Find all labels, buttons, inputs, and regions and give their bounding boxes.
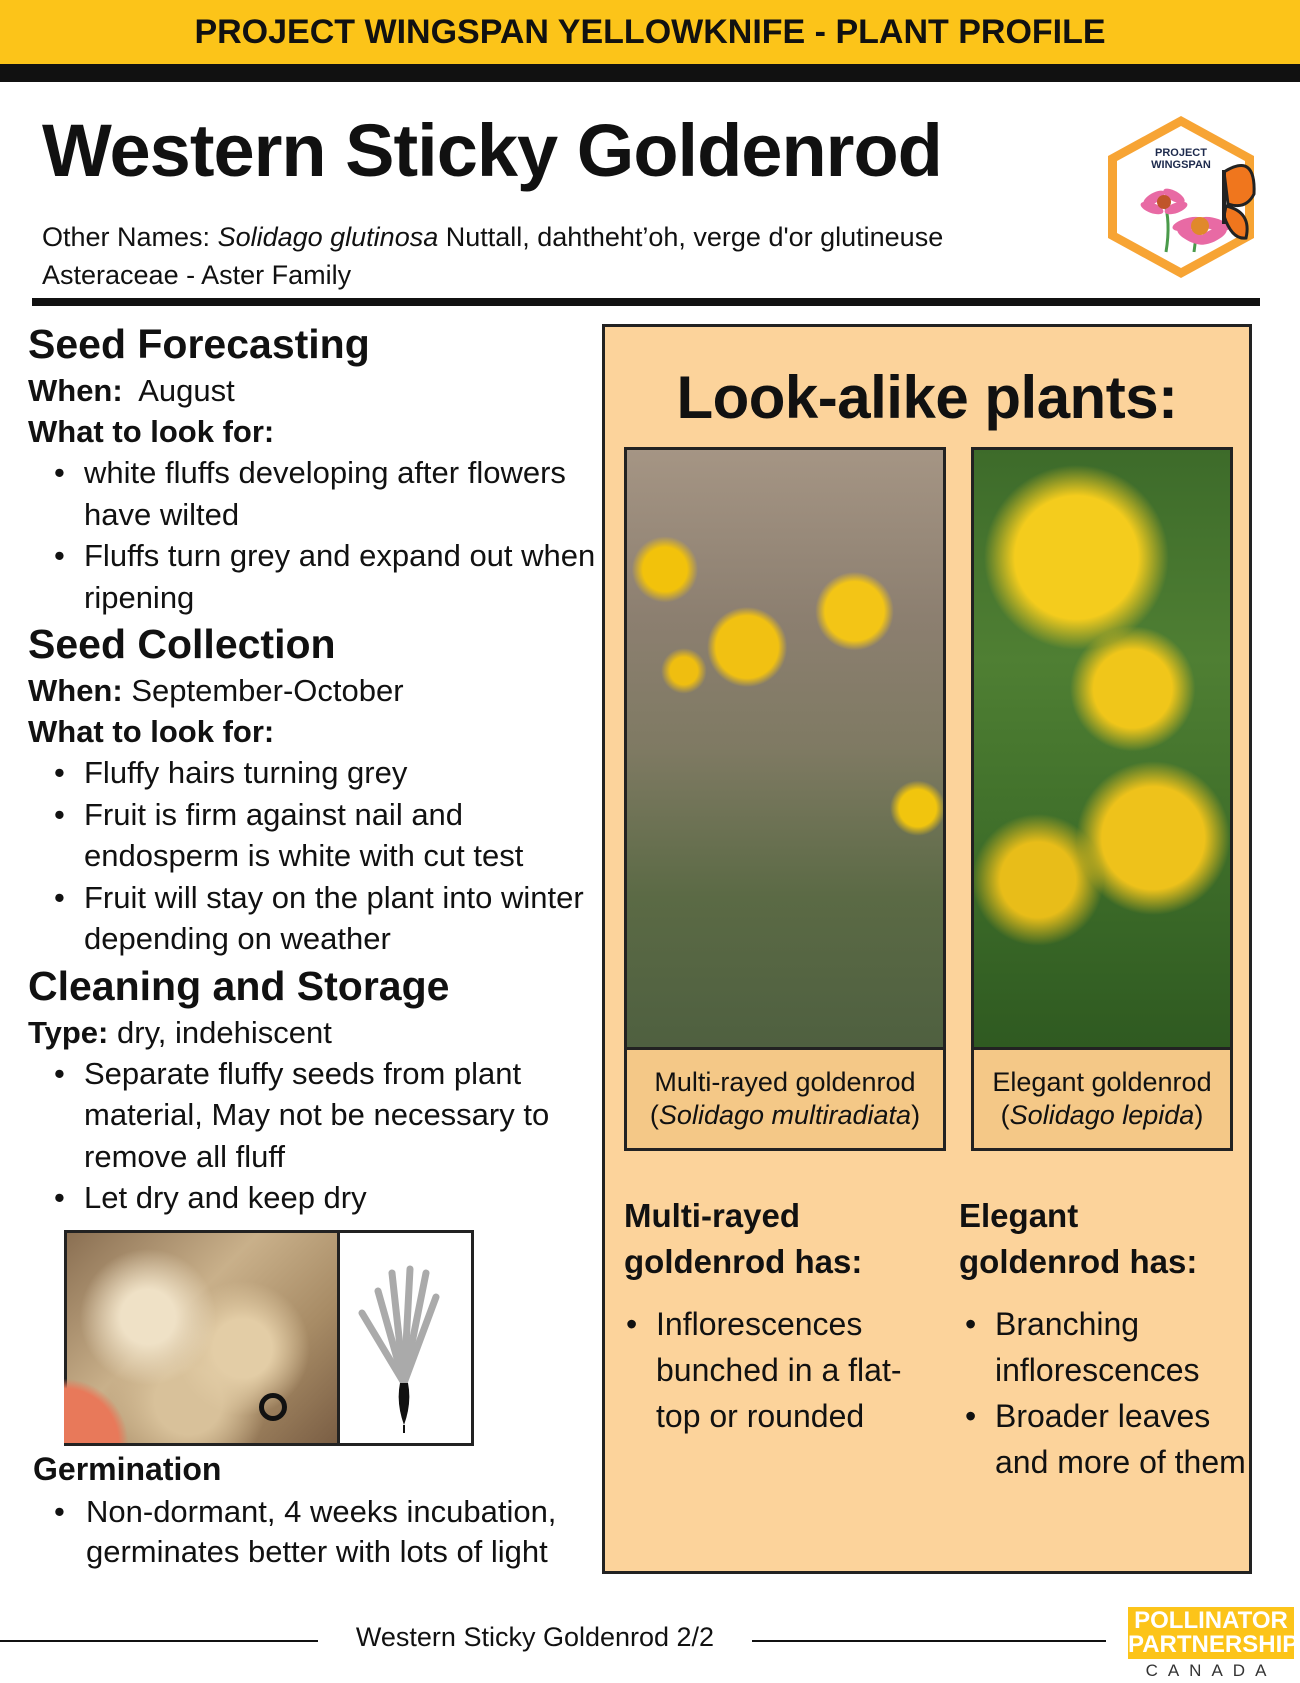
germination-list — [54, 1492, 574, 1572]
list-item: • Fruit is firm against nail and endosperm is white with cut test — [54, 794, 598, 877]
compare-elegant — [959, 1193, 1249, 1485]
caption-common-name: Elegant goldenrod — [992, 1067, 1212, 1097]
compare-heading-line2: goldenrod has: — [624, 1243, 863, 1280]
caption-scientific-name: (Solidago multiradiata) — [649, 1100, 921, 1130]
cleaning-list — [54, 1053, 598, 1219]
list-item: • Fluffy hairs turning grey — [54, 752, 598, 794]
other-names-list: Nuttall, dahtheht’oh, verge d'or glutineuse — [438, 222, 944, 252]
banner-title: PROJECT WINGSPAN YELLOWKNIFE - PLANT PROFILE — [194, 12, 1106, 51]
lookalike-caption — [974, 1050, 1230, 1148]
footer-page-label: Western Sticky Goldenrod 2/2 — [355, 1622, 715, 1652]
cleaning-heading: Cleaning and Storage — [28, 962, 450, 1009]
finger-highlight — [64, 1373, 134, 1443]
collection-when — [28, 670, 598, 711]
caption-scientific-text: Solidago multiradiata — [658, 1100, 912, 1130]
cleaning-type — [28, 1012, 598, 1053]
compare-heading-line1: Multi-rayed — [624, 1197, 801, 1234]
compare-multirayed — [624, 1193, 924, 1439]
seed-forecasting-heading: Seed Forecasting — [28, 321, 370, 367]
ppc-line1: POLLINATOR — [1134, 1607, 1288, 1634]
caption-common-name: Multi-rayed goldenrod — [654, 1067, 916, 1097]
forecast-when — [28, 370, 598, 411]
top-banner — [0, 0, 1300, 64]
list-item: • Separate fluffy seeds from plant material, May not be necessary to remove all fluff — [54, 1053, 598, 1178]
list-item: • Broader leaves and more of them — [963, 1393, 1249, 1485]
list-item: • white fluffs developing after flowers have wilted — [54, 452, 598, 535]
footer-rule-right — [752, 1640, 1106, 1642]
seed-head-photo — [67, 1233, 340, 1443]
compare-heading-line1: Elegant — [959, 1197, 1079, 1234]
collection-when-label: When: — [28, 673, 123, 708]
cleaning-type-label: Type: — [28, 1014, 109, 1050]
zoom-ring — [259, 1393, 287, 1421]
seed-drawing — [340, 1233, 471, 1443]
list-item: • Fruit will stay on the plant into winter depending on weather — [54, 877, 598, 960]
butterfly-flower-hexagon-icon — [1096, 112, 1266, 282]
germination-heading: Germination — [33, 1451, 222, 1487]
list-item: • Non-dormant, 4 weeks incubation, germinates better with lots of light — [54, 1492, 574, 1572]
elegant-goldenrod-photo — [974, 450, 1230, 1050]
caption-scientific-text: Solidago lepida — [1009, 1100, 1195, 1130]
plant-family: Asteraceae - Aster Family — [42, 260, 352, 290]
caption-scientific-name: (Solidago lepida) — [1000, 1100, 1204, 1130]
compare-list — [624, 1301, 924, 1439]
forecast-list — [54, 452, 598, 618]
lookalike-caption — [627, 1050, 943, 1148]
collection-when-value: September-October — [131, 673, 404, 708]
forecast-look-label — [28, 411, 598, 452]
collection-look-label — [28, 711, 598, 752]
forecast-when-value: August — [138, 373, 235, 408]
list-item: • Fluffs turn grey and expand out when ripening — [54, 535, 598, 618]
pollinator-partnership-logo — [1128, 1607, 1299, 1681]
seed-photo-figure — [64, 1230, 474, 1446]
compare-heading — [959, 1193, 1249, 1285]
seed-illustration-icon — [340, 1233, 468, 1443]
ppc-logo-box — [1128, 1607, 1299, 1659]
collection-list — [54, 752, 598, 960]
list-item: • Let dry and keep dry — [54, 1177, 598, 1219]
compare-heading — [624, 1193, 924, 1285]
footer-rule-left — [0, 1640, 318, 1642]
scientific-name: Solidago glutinosa — [217, 222, 439, 252]
collection-look-text: What to look for: — [28, 714, 275, 749]
multirayed-goldenrod-photo — [627, 450, 943, 1050]
cleaning-type-value: dry, indehiscent — [117, 1014, 332, 1050]
project-wingspan-logo — [1096, 112, 1266, 282]
header-divider — [32, 298, 1260, 306]
logo-line2: WINGSPAN — [1151, 159, 1211, 171]
compare-heading-line2: goldenrod has: — [959, 1243, 1198, 1280]
forecast-look-text: What to look for: — [28, 414, 275, 449]
lookalike-panel — [602, 324, 1252, 1574]
ppc-line2: PARTNERSHIP — [1128, 1631, 1299, 1658]
banner-rule — [0, 64, 1300, 82]
seed-collection-heading: Seed Collection — [28, 621, 336, 667]
compare-list — [963, 1301, 1249, 1485]
lookalike-card-elegant — [971, 447, 1233, 1151]
ppc-line3: CANADA — [1145, 1661, 1277, 1680]
lookalike-card-multirayed — [624, 447, 946, 1151]
lookalike-title: Look-alike plants: — [676, 364, 1178, 431]
forecast-when-label: When: — [28, 373, 123, 408]
left-column — [28, 318, 598, 1219]
list-item: • Inflorescences bunched in a flat-top or rounded — [624, 1301, 924, 1439]
logo-line1: PROJECT — [1155, 147, 1207, 159]
other-names-label: Other Names: — [42, 222, 218, 252]
other-names — [42, 222, 943, 253]
page-title: Western Sticky Goldenrod — [42, 109, 942, 192]
list-item: • Branching inflorescences — [963, 1301, 1249, 1393]
